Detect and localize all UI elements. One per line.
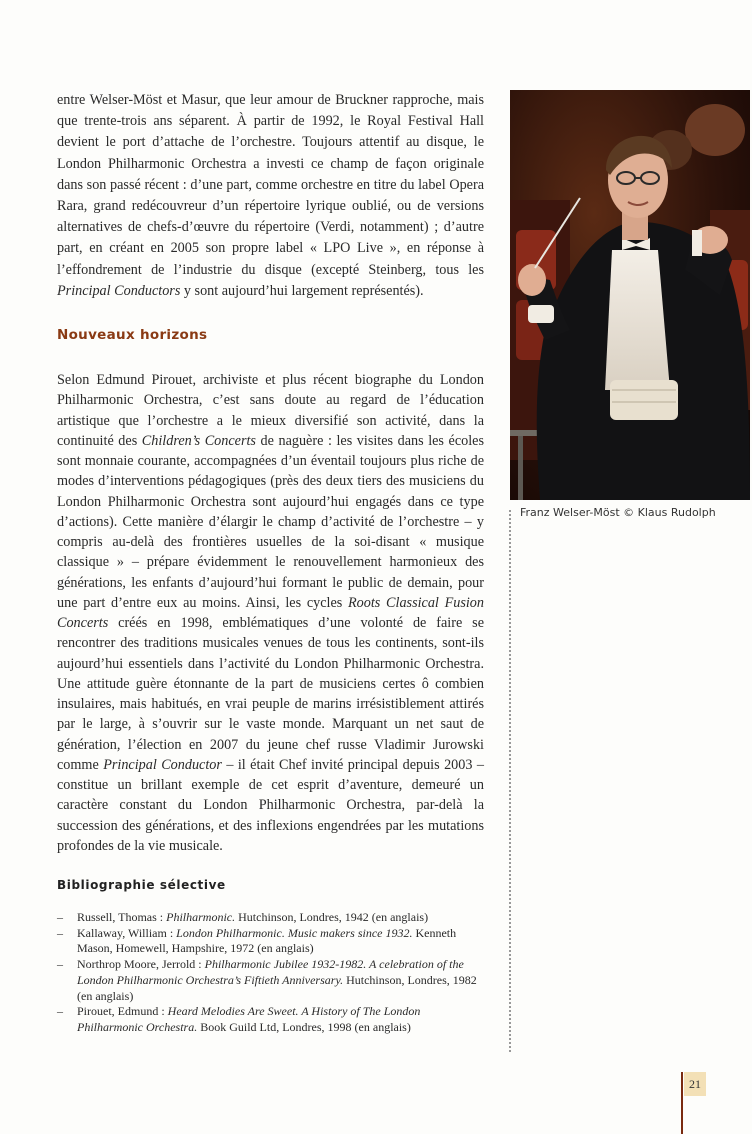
- conductor-illustration: [510, 90, 750, 500]
- section-paragraph: [57, 370, 484, 856]
- bibliography-entry: – Russell, Thomas : Philharmonic. Hutchinson, Londres, 1942 (en anglais): [57, 910, 485, 926]
- section-text-3: créés en 1998, emblématiques d’une volonté de faire se rencontrer des traditions musicales venues de tous les continents, sont-ils aujourd’hui essentiels dans l’activité du London Philharmonic Orchestra. Une attitude guère étonnante de la part de musiciens certes ô combien insulaires, mais habitués, en vrai peuple de marins irrésistiblement attirés par le large, à s’ouvrir sur le vaste monde. Marquant un net saut de génération, l’élection en 2007 du jeune chef russe Vladimir Jurowski comme: [57, 615, 484, 773]
- page-edge-rule: [681, 1072, 683, 1134]
- section-emphasis-1: Children’s Concerts: [141, 432, 256, 449]
- conductor-photo: [510, 90, 750, 500]
- intro-text-end: y sont aujourd’hui largement représentés).: [180, 282, 424, 299]
- bibliography-entry: – Pirouet, Edmund : Heard Melodies Are Sweet. A History of The London Philharmonic Orchestra. Book Guild Ltd, Londres, 1998 (en anglais): [57, 1004, 485, 1035]
- bibliography-list: [57, 910, 485, 1036]
- page-number: 21: [684, 1072, 706, 1096]
- bibliography-heading: Bibliographie sélective: [57, 878, 226, 892]
- photo-caption: Franz Welser-Möst © Klaus Rudolph: [520, 506, 716, 519]
- section-emphasis-3: Principal Conductor: [103, 756, 222, 773]
- section-heading: Nouveaux horizons: [57, 327, 208, 343]
- section-emphasis-2: Roots Classical Fusion Concerts: [57, 594, 484, 631]
- intro-paragraph: [57, 90, 484, 302]
- bibliography-entry: – Northrop Moore, Jerrold : Philharmonic Jubilee 1932-1982. A celebration of the London Philharmonic Orchestra’s Fiftieth Anniversary. Hutchinson, Londres, 1982 (en anglais): [57, 957, 485, 1004]
- intro-emphasis: Principal Conductors: [57, 282, 181, 299]
- dotted-divider: [509, 510, 511, 1052]
- intro-text: entre Welser-Möst et Masur, que leur amour de Bruckner rapproche, mais que trente-trois ans séparent. À partir de 1992, le Royal Festival Hall devient le port d’attache de l’orchestre. Toujours attentif au disque, le London Philharmonic Orchestra a investi ce champ de façon originale dans son passé récent : d’une part, comme orchestre en titre du label Opera Rara, grand redécouvreur d’un répertoire lyrique oublié, ou de versions alternatives de chefs-d’œuvre du répertoire (Verdi, notamment) ; d’autre part, en créant en 2005 son propre label « LPO Live », en réponse à l’effondrement de l’industrie du disque (excepté Steinberg, tous les: [57, 92, 484, 278]
- section-text-4: – il était Chef invité principal depuis 2003 – constitue un brillant exemple de cet esprit d’aventure, demeuré un caractère constant du London Philharmonic Orchestra, par-delà la succession des générations, et des inflexions engendrées par les mutations profondes de la vie musicale.: [57, 756, 484, 854]
- section-text-2: de naguère : les visites dans les écoles sont monnaie courante, accompagnées d’un éventail toujours plus riche de modes d’interventions pédagogiques (près des deux tiers des musiciens du London Philharmonic Orchestra sont aujourd’hui engagés dans ce type d’actions). Cette manière d’élargir le champ d’activité de l’orchestre – y compris au-delà des frontières usuelles de la soi-disant « musique classique » – prépare évidemment le renouvellement harmonieux des générations, les enfants d’aujourd’hui formant le public de demain, pour une part d’entre eux au moins. Ainsi, les cycles: [57, 432, 484, 611]
- section-text-1: Selon Edmund Pirouet, archiviste et plus récent biographe du London Philharmonic Orchestra, c’est sans doute au regard de l’éducation artistique que l’orchestre a le mieux diversifié son activité, dans la continuité des: [57, 372, 484, 449]
- bibliography-entry: – Kallaway, William : London Philharmonic. Music makers since 1932. Kenneth Mason, Homewell, Hampshire, 1972 (en anglais): [57, 926, 485, 957]
